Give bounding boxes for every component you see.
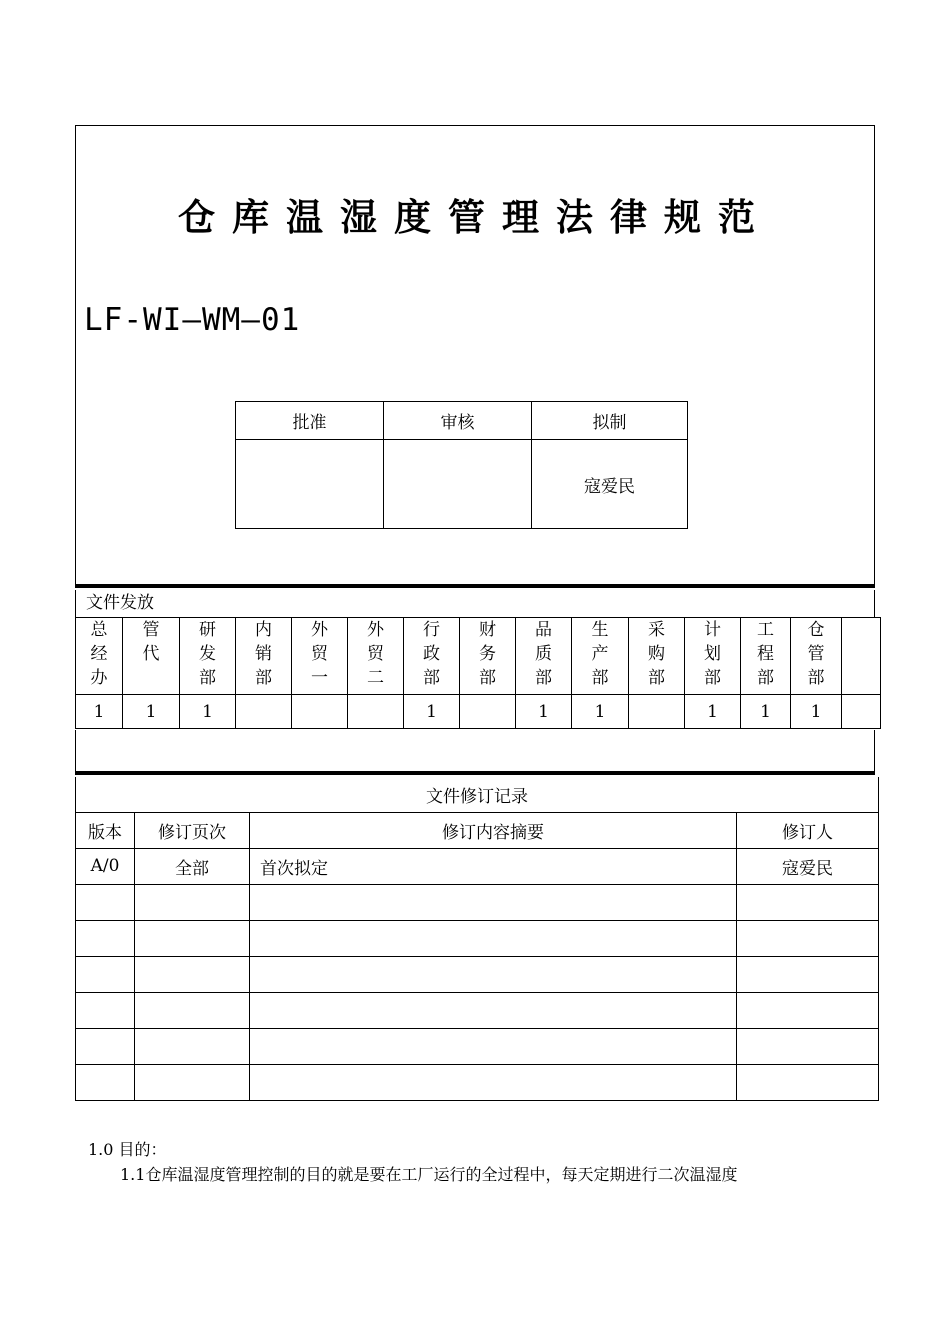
revision-pages-cell — [135, 884, 250, 920]
document-number: LF-WI—WM—01 — [84, 302, 301, 338]
revision-pages-cell — [135, 920, 250, 956]
department-copies: 1 — [516, 695, 572, 729]
department-name: 总 经 办 — [76, 618, 123, 695]
department-name: 品 质 部 — [516, 618, 572, 695]
revision-reviser-cell — [737, 1064, 879, 1100]
revision-reviser-cell — [737, 920, 879, 956]
table-row — [76, 956, 879, 992]
distribution-label: 文件发放 — [75, 590, 875, 618]
section-divider — [75, 584, 875, 588]
reviewer-cell[interactable] — [384, 440, 532, 529]
distribution-table — [75, 617, 881, 729]
revision-pages-cell — [135, 1064, 250, 1100]
approval-table — [235, 401, 688, 529]
revision-summary-cell — [250, 920, 737, 956]
revision-title: 文件修订记录 — [76, 777, 879, 812]
department-name: 计 划 部 — [685, 618, 741, 695]
revision-version-cell — [76, 1064, 135, 1100]
revision-reviser-cell — [737, 992, 879, 1028]
body-paragraph: 1.1仓库温湿度管理控制的目的就是要在工厂运行的全过程中，每天定期进行二次温湿度 — [120, 1165, 738, 1184]
department-copies: 1 — [76, 695, 123, 729]
revision-table — [75, 777, 879, 1101]
revision-summary-cell — [250, 1028, 737, 1064]
revision-version-cell — [76, 992, 135, 1028]
revision-pages-cell — [135, 956, 250, 992]
revision-pages-cell: 全部 — [135, 848, 250, 884]
revision-summary-cell — [250, 956, 737, 992]
revision-summary-cell — [250, 884, 737, 920]
revision-pages-cell — [135, 992, 250, 1028]
department-name: 工 程 部 — [741, 618, 791, 695]
revision-summary-cell: 首次拟定 — [250, 848, 737, 884]
department-copies: 1 — [741, 695, 791, 729]
department-copies — [236, 695, 292, 729]
revision-header-version: 版本 — [76, 812, 135, 848]
revision-version-cell — [76, 1028, 135, 1064]
department-name: 生 产 部 — [572, 618, 629, 695]
revision-pages-cell — [135, 1028, 250, 1064]
revision-version-cell — [76, 956, 135, 992]
revision-reviser-cell — [737, 884, 879, 920]
table-row — [76, 848, 879, 884]
department-copies: 1 — [404, 695, 460, 729]
revision-version-cell — [76, 884, 135, 920]
department-name: 管 代 — [123, 618, 180, 695]
draft-header: 拟制 — [532, 402, 688, 440]
department-name: 财 务 部 — [460, 618, 516, 695]
section-heading: 1.0 目的： — [88, 1140, 167, 1159]
department-copies — [842, 695, 881, 729]
approve-header: 批准 — [236, 402, 384, 440]
department-name: 研 发 部 — [180, 618, 236, 695]
revision-reviser-cell — [737, 956, 879, 992]
department-copies — [348, 695, 404, 729]
approver-cell[interactable] — [236, 440, 384, 529]
department-name: 外 贸 二 — [348, 618, 404, 695]
revision-reviser-cell — [737, 1028, 879, 1064]
revision-header-reviser: 修订人 — [737, 812, 879, 848]
revision-version-cell: A/0 — [76, 848, 135, 884]
drafter-signature: 寇爱民 — [532, 440, 688, 529]
department-copies: 1 — [572, 695, 629, 729]
department-name: 内 销 部 — [236, 618, 292, 695]
department-copies: 1 — [791, 695, 842, 729]
review-header: 审核 — [384, 402, 532, 440]
department-copies: 1 — [123, 695, 180, 729]
table-row — [76, 992, 879, 1028]
department-copies — [292, 695, 348, 729]
department-copies — [629, 695, 685, 729]
revision-summary-cell — [250, 1064, 737, 1100]
table-row — [76, 1064, 879, 1100]
table-row — [76, 920, 879, 956]
document-title: 仓库温湿度管理法律规范 — [178, 196, 772, 239]
department-name: 行 政 部 — [404, 618, 460, 695]
department-name: 外 贸 一 — [292, 618, 348, 695]
section-divider — [75, 771, 875, 775]
revision-reviser-cell: 寇爱民 — [737, 848, 879, 884]
department-copies: 1 — [180, 695, 236, 729]
department-name: 采 购 部 — [629, 618, 685, 695]
table-row — [76, 884, 879, 920]
revision-header-pages: 修订页次 — [135, 812, 250, 848]
department-copies — [460, 695, 516, 729]
department-copies: 1 — [685, 695, 741, 729]
department-name: 仓 管 部 — [791, 618, 842, 695]
revision-version-cell — [76, 920, 135, 956]
revision-header-summary: 修订内容摘要 — [250, 812, 737, 848]
department-name — [842, 618, 881, 695]
table-row — [76, 1028, 879, 1064]
revision-summary-cell — [250, 992, 737, 1028]
blank-row — [75, 730, 875, 772]
